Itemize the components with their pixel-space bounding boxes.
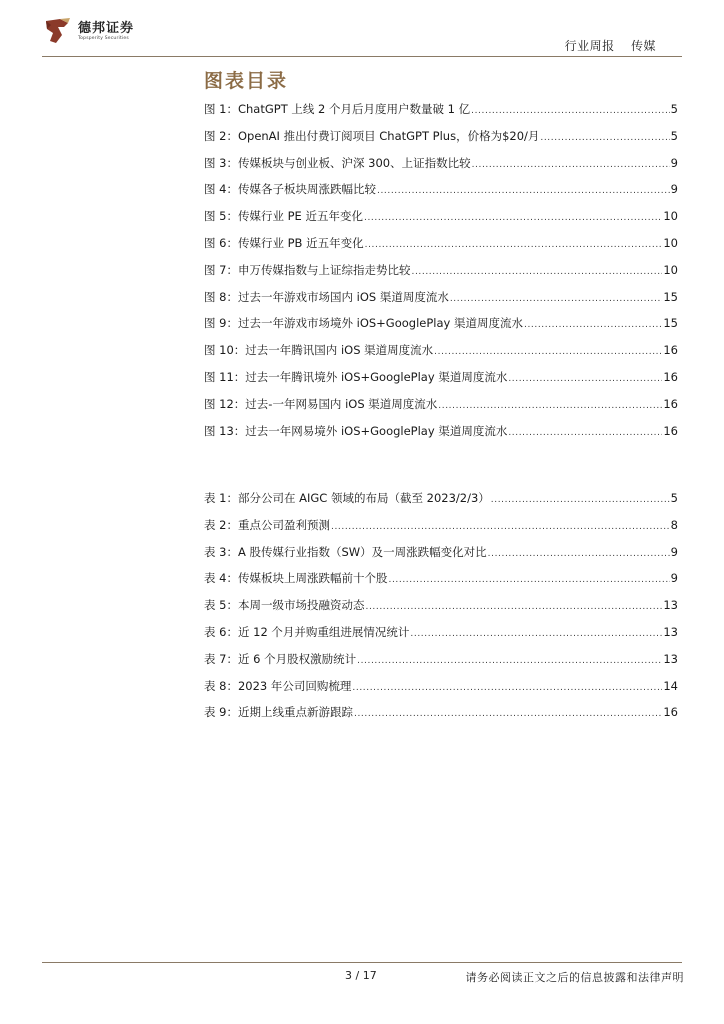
dot-leader [438, 401, 662, 411]
sector-name: 传媒 [630, 39, 656, 53]
figure-toc-entry-page-number: 16 [663, 369, 678, 384]
table-toc-entry[interactable] [204, 704, 678, 731]
dot-leader [524, 320, 662, 330]
figure-toc-entry-page-number: 16 [663, 396, 678, 411]
figure-toc-entry-label: 图 10：过去一年腾讯国内 iOS 渠道周度流水 [204, 343, 434, 358]
table-toc-entry-page-number: 13 [663, 598, 678, 613]
figure-toc-entry-label: 图 4：传媒各子板块周涨跌幅比较 [204, 182, 376, 197]
table-toc-entry-label: 表 7：近 6 个月股权激励统计 [204, 651, 357, 666]
figure-toc-entry[interactable] [204, 155, 678, 182]
figure-toc-entry-label: 图 1：ChatGPT 上线 2 个月后月度用户数量破 1 亿 [204, 102, 471, 116]
figure-toc-entry-label: 图 8：过去一年游戏市场国内 iOS 渠道周度流水 [204, 289, 449, 304]
dot-leader [540, 133, 669, 143]
figure-toc-entry-page-number: 9 [670, 182, 678, 197]
figure-toc-entry[interactable] [204, 262, 678, 289]
figure-toc-entry[interactable] [204, 181, 678, 208]
table-toc-entry-page-number: 16 [663, 705, 678, 720]
dot-leader [377, 186, 670, 196]
figure-toc-entry-page-number: 10 [663, 209, 678, 224]
dot-leader [410, 629, 662, 639]
figure-toc-entry-label: 图 2：OpenAI 推出付费订阅项目 ChatGPT Plus，价格为$20/月 [204, 128, 540, 143]
figure-toc-entry-page-number: 15 [663, 289, 678, 304]
table-list [204, 490, 678, 731]
dot-leader [354, 709, 662, 719]
figure-toc-entry[interactable] [204, 342, 678, 369]
figure-toc-entry-page-number: 10 [663, 235, 678, 250]
figure-toc-entry[interactable] [204, 289, 678, 316]
table-toc-entry-label: 表 6：近 12 个月并购重组进展情况统计 [204, 624, 410, 639]
table-toc-entry-label: 表 5：本周一级市场投融资动态 [204, 598, 365, 613]
dot-leader [508, 374, 662, 384]
figure-toc-entry[interactable] [204, 208, 678, 235]
dot-leader [331, 522, 670, 532]
figure-toc-entry[interactable] [204, 128, 678, 155]
table-toc-entry-page-number: 13 [663, 651, 678, 666]
disclaimer-note: 请务必阅读正文之后的信息披露和法律声明 [465, 971, 684, 984]
table-toc-entry[interactable] [204, 678, 678, 705]
dot-leader [471, 106, 670, 116]
header-category [565, 37, 656, 54]
dot-leader [488, 549, 670, 559]
report-type: 行业周报 [564, 39, 615, 53]
figure-toc-entry-label: 图 12：过去-一年网易国内 iOS 渠道周度流水 [204, 396, 438, 411]
figure-toc-entry[interactable] [204, 315, 678, 342]
figure-toc-entry[interactable] [204, 235, 678, 262]
table-toc-entry-label: 表 4：传媒板块上周涨跌幅前十个股 [204, 571, 388, 586]
table-toc-entry-label: 表 1：部分公司在 AIGC 领域的布局（截至 2023/2/3） [204, 491, 490, 505]
dot-leader [434, 347, 662, 357]
toc-title: 图表目录 [204, 70, 289, 92]
table-toc-entry-label: 表 9：近期上线重点新游跟踪 [204, 705, 353, 720]
figure-toc-entry[interactable] [204, 369, 678, 396]
figure-toc-entry-page-number: 5 [670, 128, 678, 143]
table-toc-entry-page-number: 13 [663, 624, 678, 639]
figure-toc-entry-label: 图 6：传媒行业 PB 近五年变化 [204, 235, 364, 250]
figure-list [204, 101, 678, 449]
dot-leader [357, 656, 662, 666]
dot-leader [388, 575, 669, 585]
table-toc-entry-label: 表 2：重点公司盈利预测 [204, 517, 330, 532]
figure-toc-entry-page-number: 10 [663, 262, 678, 277]
dot-leader [472, 160, 670, 170]
table-toc-entry[interactable] [204, 624, 678, 651]
dot-leader [365, 602, 662, 612]
figure-toc-entry-label: 图 13：过去一年网易境外 iOS+GooglePlay 渠道周度流水 [204, 423, 508, 438]
table-toc-entry-page-number: 9 [670, 544, 678, 559]
figure-toc-entry-page-number: 5 [670, 102, 678, 116]
table-toc-entry[interactable] [204, 651, 678, 678]
logo-english-name: Topsperity Securities [78, 35, 129, 41]
company-logo [42, 14, 162, 48]
dot-leader [352, 683, 662, 693]
table-toc-entry[interactable] [204, 597, 678, 624]
dot-leader [411, 267, 662, 277]
dot-leader [491, 495, 670, 505]
figure-toc-entry-page-number: 9 [670, 155, 678, 170]
figure-toc-entry-page-number: 15 [663, 316, 678, 331]
figure-toc-entry[interactable] [204, 101, 678, 128]
figure-toc-entry-label: 图 7：申万传媒指数与上证综指走势比较 [204, 262, 411, 277]
dot-leader [365, 240, 663, 250]
figure-toc-entry-label: 图 3：传媒板块与创业板、沪深 300、上证指数比较 [204, 155, 471, 170]
table-toc-entry-label: 表 8：2023 年公司回购梳理 [204, 678, 352, 693]
dot-leader [450, 294, 663, 304]
figure-toc-entry-label: 图 5：传媒行业 PE 近五年变化 [204, 209, 363, 224]
figure-toc-entry[interactable] [204, 423, 678, 450]
dot-leader [508, 428, 662, 438]
table-toc-entry[interactable] [204, 517, 678, 544]
table-toc-entry-page-number: 8 [670, 517, 678, 532]
table-toc-entry-page-number: 14 [663, 678, 678, 693]
company-logo-icon [42, 15, 74, 47]
figure-toc-entry[interactable] [204, 396, 678, 423]
table-toc-entry[interactable] [204, 544, 678, 571]
figure-toc-entry-label: 图 11：过去一年腾讯境外 iOS+GooglePlay 渠道周度流水 [204, 369, 508, 384]
table-toc-entry[interactable] [204, 570, 678, 597]
table-toc-entry-label: 表 3：A 股传媒行业指数（SW）及一周涨跌幅变化对比 [204, 544, 487, 559]
footer-divider [42, 962, 682, 963]
dot-leader [364, 213, 662, 223]
figure-toc-entry-page-number: 16 [663, 423, 678, 438]
figure-toc-entry-page-number: 16 [663, 343, 678, 358]
figure-toc-entry-label: 图 9：过去一年游戏市场境外 iOS+GooglePlay 渠道周度流水 [204, 316, 523, 331]
table-toc-entry[interactable] [204, 490, 678, 517]
table-toc-entry-page-number: 9 [670, 571, 678, 586]
table-toc-entry-page-number: 5 [670, 491, 678, 505]
logo-chinese-name: 德邦证券 [78, 20, 135, 36]
page-number: 3 / 17 [345, 969, 377, 982]
header-divider [42, 56, 682, 57]
